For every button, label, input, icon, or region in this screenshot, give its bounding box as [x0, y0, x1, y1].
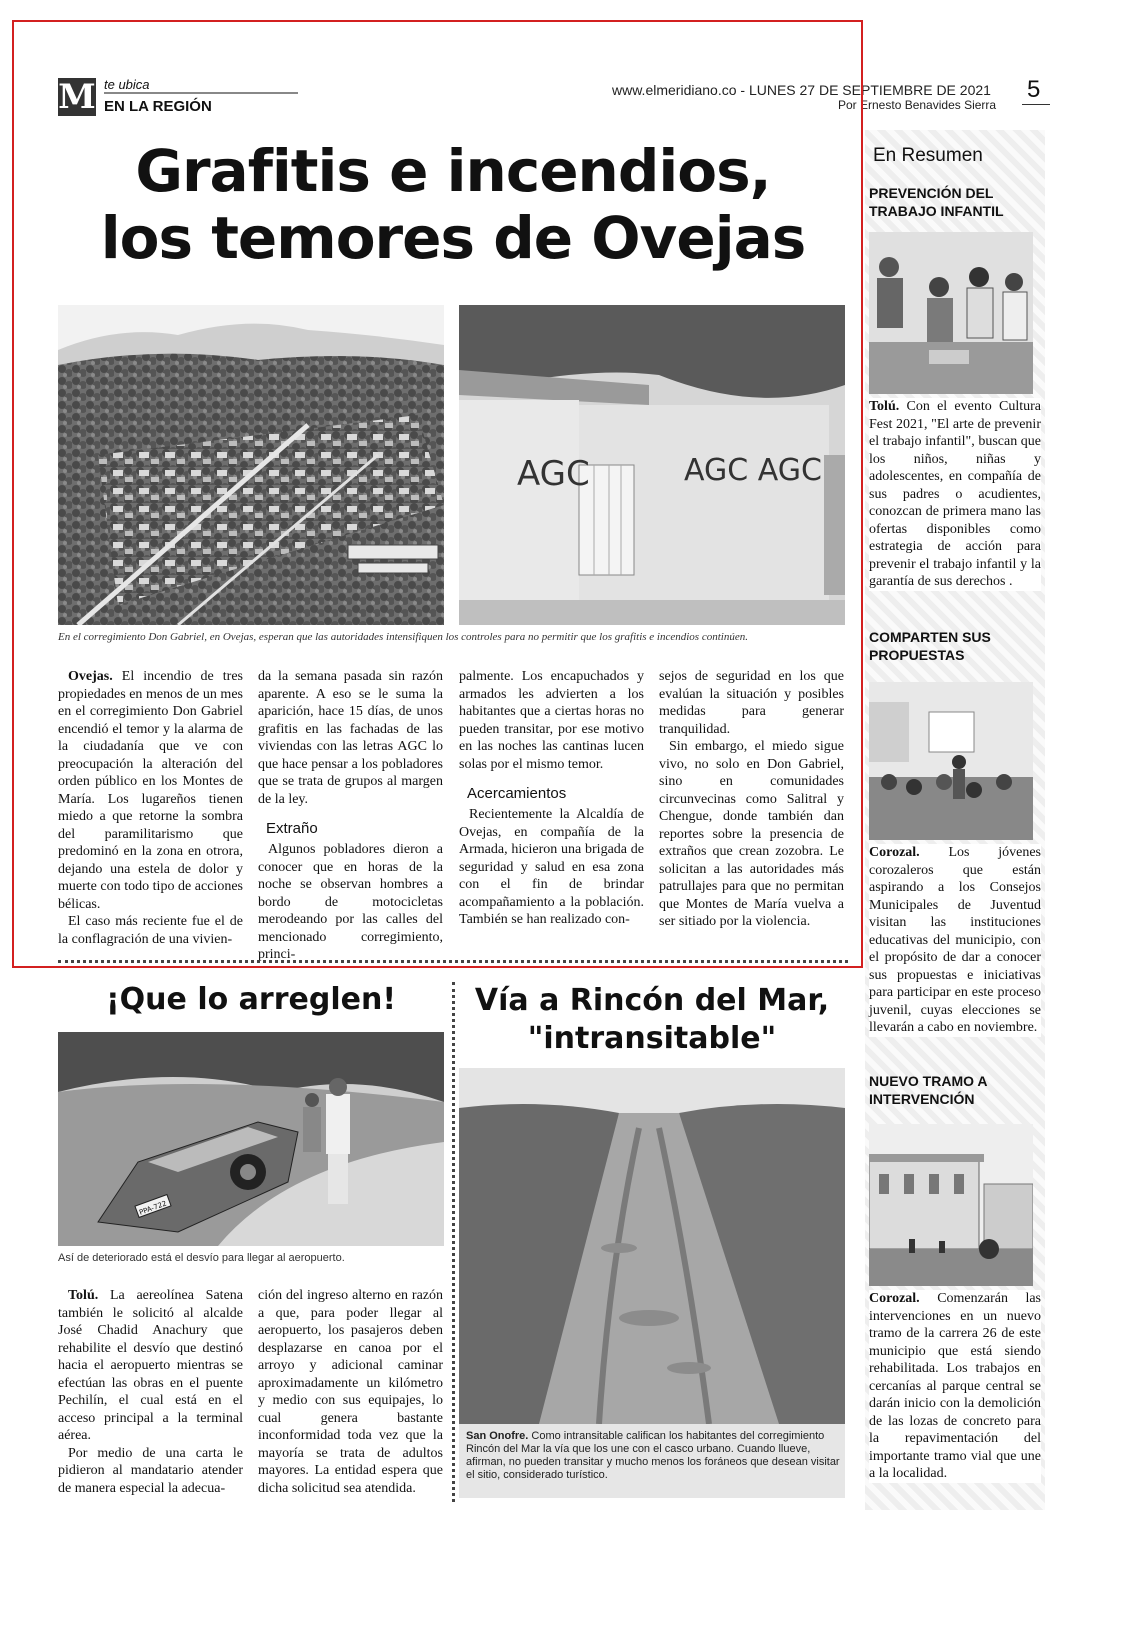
section-kicker: te ubica [104, 77, 150, 92]
section-name: EN LA REGIÓN [104, 98, 212, 115]
sidebar-photo-2 [869, 682, 1033, 840]
story2-column-2 [258, 1287, 443, 1497]
dateline-place: Corozal. [869, 1291, 920, 1306]
dateline-place: San Onofre. [466, 1430, 529, 1442]
paragraph: Recientemente la Alcaldía de Ovejas, en compañía de la Armada, hicieron una brigada de seguridad y salud en esa zona con el fin de brindar acompañamiento a la población. También se han realizado con- [459, 807, 644, 927]
sidebar-photo-3 [869, 1124, 1033, 1286]
paragraph: El caso más reciente fue el de la conflagración de una vivien- [58, 914, 243, 947]
license-plate: PPA-722 [138, 1199, 168, 1217]
paragraph: palmente. Los encapuchados y armados les advierten a los habitantes que a ciertas horas no pueden transitar, por ese motivo en las noches las cantinas lucen solas por el mismo temor. [459, 669, 644, 772]
car-ditch-photo [58, 1032, 444, 1246]
sidebar-item-text [869, 398, 1041, 591]
sidebar-item-3 [869, 1072, 1041, 1108]
story2-caption: Así de deteriorado está el desvío para llegar al aeropuerto. [58, 1252, 345, 1264]
newspaper-logo: M [58, 77, 96, 117]
paragraph: Comenzarán las intervenciones en un nuevo tramo de la carrera 26 de este municipio que está siendo rehabilitada. Los trabajos en cercanías al parque central se darán inicio con la demolición de las lozas de concreto para la repavimentación del importante tramo vial que une a la localidad. [869, 1291, 1041, 1481]
sidebar-title: En Resumen [873, 145, 983, 166]
paragraph: Por medio de una carta le pidieron al mandatario atender de manera especial la adecua- [58, 1445, 243, 1496]
sidebar-item-title: COMPARTEN SUS PROPUESTAS [869, 629, 991, 663]
story3-caption [466, 1430, 840, 1482]
paragraph: da la semana pasada sin razón aparente. A eso se le suma la aparición, hace 15 días, de unos grafitis en las fachadas de las viviendas con las letras AGC lo que hace pensar a los pobladores que se trata de grupos al margen de la ley. [258, 669, 443, 807]
graffiti-text-right: AGC AGC [684, 453, 822, 488]
sidebar-photo-1 [869, 232, 1033, 394]
story3-headline-line2: "intransitable" [527, 1021, 777, 1056]
dateline-place: Tolú. [869, 399, 900, 414]
story2-headline: ¡Que lo arreglen! [106, 982, 396, 1017]
sidebar-item-1-body [869, 398, 1041, 591]
sidebar-item-1 [869, 184, 1041, 220]
sidebar-item-text [869, 1290, 1041, 1483]
author-byline: Por Ernesto Benavides Sierra [838, 98, 997, 112]
highlight-box [12, 20, 863, 968]
paragraph: El incendio de tres propiedades en menos de un mes en el corregimiento Don Gabriel encendió el temor y la alarma de la ciudadanía que ve con preocupación la alteración del orden público en los Montes de María. Los lugareños tienen miedo a que retorne la sombra del paramilitarismo que predominó en la zona en otrora, dejando una estela de dolor y muerte con todo tipo de acciones bélicas. [58, 669, 243, 912]
sidebar-item-text [869, 844, 1041, 1037]
main-headline-line2: los temores de Ovejas [100, 204, 806, 272]
column-divider [452, 982, 455, 1502]
paragraph: ción del ingreso alterno en razón a que, para poder llegar al aeropuerto, los pasajeros deben desplazarse en canoa por el arroyo y adicional caminar aproximadamente un kilómetro y medio con sus equipajes, lo cual genera bastante inconformidad toda vez que la mayoría se trata de adultos mayores. La entidad espera que dicha solicitud sea atendida. [258, 1288, 443, 1496]
page-number-rule [1022, 104, 1050, 105]
dateline-place: Corozal. [869, 845, 920, 860]
paragraph: La aereolínea Satena también le solicitó al alcalde José Chadid Anachury que rehabilite el desvío que destinó hacia el aeropuerto mientras se efectúan las obras en el puente Pechilín, el cual está en el acceso principal a la terminal aérea. [58, 1288, 243, 1443]
graffiti-text-left: AGC [517, 454, 590, 494]
dateline-place: Ovejas. [68, 669, 113, 684]
subheading-extrano: Extraño [266, 820, 318, 837]
paragraph: Los jóvenes corozaleros que están aspirando a los Consejos Municipales de Juventud visitan las instituciones educativas del municipio, con el propósito de dar a conocer sus propuestas e iniciativas para participar en este proceso juvenil, cuyas elecciones se llevarán a cabo en noviembre. [869, 845, 1041, 1035]
sidebar-item-title: PREVENCIÓN DEL TRABAJO INFANTIL [869, 185, 1004, 219]
sidebar-item-2 [869, 628, 1041, 664]
dateline-place: Tolú. [68, 1288, 99, 1303]
muddy-road-photo [459, 1068, 845, 1424]
paragraph: Con el evento Cultura Fest 2021, "El arte de prevenir el trabajo infantil", buscan que los niños, niñas y adolescentes, en compañía de sus padres o acudientes, conozcan de primera mano las ofertas disponibles como estrategia de acción para prevenir el trabajo infantil y la garantía de sus derechos . [869, 399, 1041, 589]
story3-headline [459, 982, 845, 1058]
dateline: www.elmeridiano.co - LUNES 27 DE SEPTIEMBRE DE 2021 [612, 82, 991, 98]
story3-headline-line1: Vía a Rincón del Mar, [474, 983, 830, 1018]
paragraph: Algunos pobladores dieron a conocer que en horas de la noche se observan hombres a bordo de motocicletas merodeando por las calles del mencionado corregimiento, princi- [258, 842, 443, 962]
story2-column-1 [58, 1287, 243, 1497]
paragraph: sejos de seguridad en los que evalúan la situación y posibles medidas para generar tranquilidad. [659, 669, 844, 737]
main-photo-caption: En el corregimiento Don Gabriel, en Ovejas, esperan que las autoridades intensifiquen los controles para no permitir que los grafitis e incendios continúen. [58, 631, 748, 643]
caption-text: Como intransitable califican los habitantes del corregimiento Rincón del Mar la vía que los une con el casco urbano. Cuando llueve, afirman, no pueden transitar y mucho menos los foráneos que desean visitar el sitio, considerado turístico. [466, 1430, 840, 1481]
subheading-acercamientos: Acercamientos [467, 785, 567, 802]
paragraph: Sin embargo, el miedo sigue vivo, no solo en Don Gabriel, sino en comunidades circunvecinas como Salitral y Chengue, donde también dan reportes sobre la presencia de extraños que crean zozobra. Le solicitan a las autoridades más patrullajes para que no permitan que Montes de María vuelva a ser sitiado por la violencia. [659, 739, 844, 929]
sidebar-item-title: NUEVO TRAMO A INTERVENCIÓN [869, 1073, 987, 1107]
page-number: 5 [1027, 76, 1041, 103]
sidebar-item-2-body [869, 844, 1041, 1037]
main-headline-line1: Grafitis e incendios, [135, 137, 771, 205]
sidebar-item-3-body [869, 1290, 1041, 1483]
